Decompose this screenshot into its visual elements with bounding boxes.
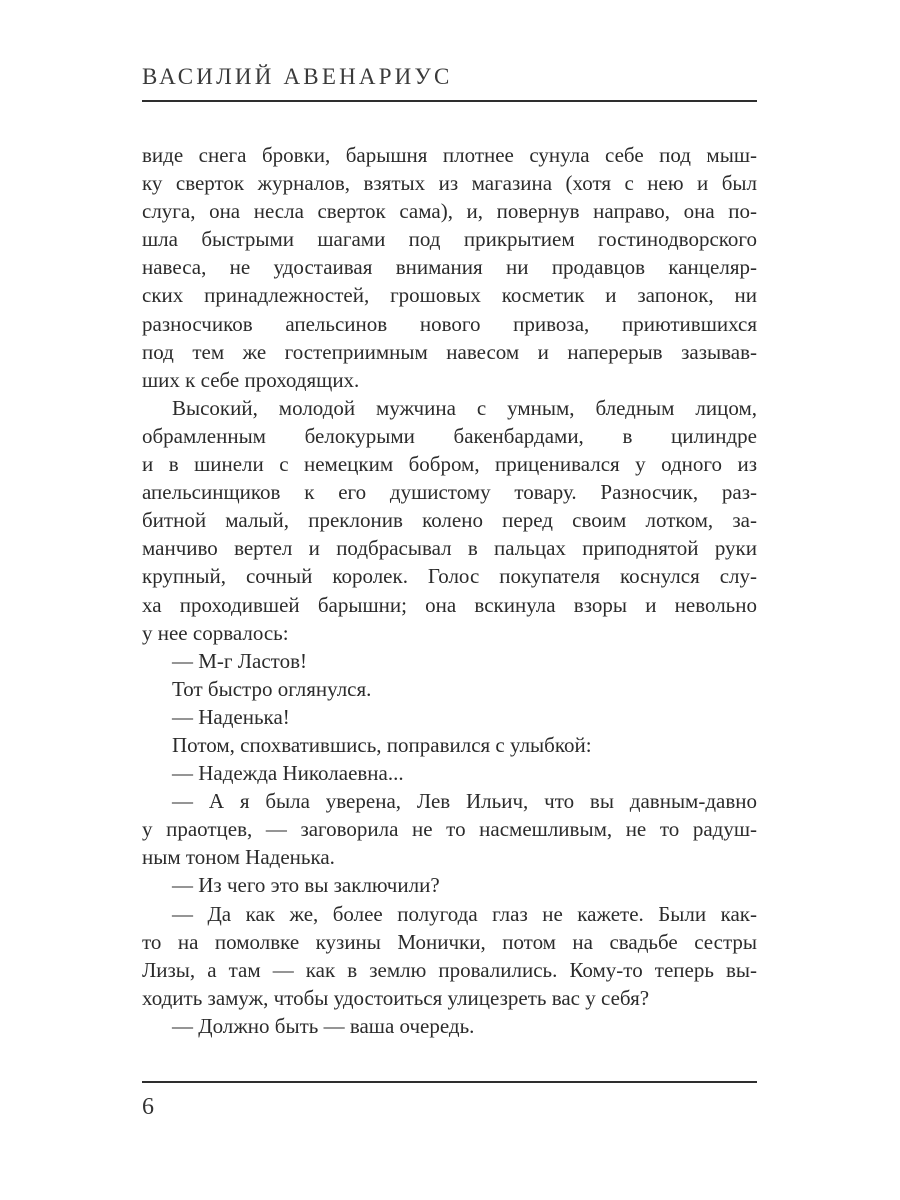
paragraph: [142, 759, 757, 787]
paragraph: [142, 675, 757, 703]
text-line: навеса, не удостаивая внимания ни продавцов канцеляр-: [142, 255, 757, 280]
paragraph: [142, 647, 757, 675]
footer-rule: [142, 1081, 757, 1083]
text-line: у нее сорвалось:: [142, 620, 289, 645]
paragraph: [142, 900, 757, 1012]
text-line: Высокий, молодой мужчина с умным, бледным лицом,: [172, 395, 757, 420]
running-head-author: ВАСИЛИЙ АВЕНАРИУС: [142, 64, 453, 89]
text-line: — Из чего это вы заключили?: [172, 873, 440, 898]
text-line: апельсинщиков к его душистому товару. Разносчик, раз-: [142, 480, 757, 505]
page-number: 6: [142, 1094, 154, 1120]
text-line: ным тоном Наденька.: [142, 845, 335, 870]
text-line: ходить замуж, чтобы удостоиться улицезреть вас у себя?: [142, 985, 650, 1010]
text-line: ских принадлежностей, грошовых косметик и запонок, ни: [142, 283, 757, 308]
text-line: — Наденька!: [172, 704, 290, 729]
paragraph: [142, 731, 757, 759]
text-line: — Должно быть — ваша очередь.: [172, 1013, 475, 1038]
text-line: то на помолвке кузины Монички, потом на свадьбе сестры: [142, 929, 757, 954]
paragraph: [142, 1012, 757, 1040]
text-line: у праотцев, — заговорила не то насмешливым, не то радуш-: [142, 817, 757, 842]
text-line: слуга, она несла сверток сама), и, повернув направо, она по-: [142, 199, 757, 224]
text-line: манчиво вертел и подбрасывал в пальцах приподнятой руки: [142, 536, 757, 561]
paragraph: [142, 787, 757, 871]
paragraph: [142, 871, 757, 899]
text-line: разносчиков апельсинов нового привоза, приютившихся: [142, 311, 757, 336]
paragraph: [142, 141, 757, 394]
text-line: ха проходившей барышни; она вскинула взоры и невольно: [142, 592, 757, 617]
text-line: ку сверток журналов, взятых из магазина (хотя с нею и был: [142, 171, 757, 196]
header-rule: [142, 100, 757, 102]
text-line: виде снега бровки, барышня плотнее сунула себе под мыш-: [142, 143, 757, 167]
text-line: — А я была уверена, Лев Ильич, что вы давным-давно: [172, 789, 757, 814]
text-line: обрамленным белокурыми бакенбардами, в цилиндре: [142, 423, 757, 448]
body-text: [142, 141, 757, 1040]
paragraph: [142, 703, 757, 731]
text-line: шла быстрыми шагами под прикрытием гостинодворского: [142, 227, 757, 252]
text-line: и в шинели с немецким бобром, приценивался у одного из: [142, 452, 757, 477]
text-line: — Да как же, более полугода глаз не кажете. Были как-: [172, 901, 757, 926]
text-line: Потом, спохватившись, поправился с улыбкой:: [172, 732, 592, 757]
text-line: Тот быстро оглянулся.: [172, 676, 372, 701]
text-line: битной малый, преклонив колено перед своим лотком, за-: [142, 508, 757, 533]
text-line: — М-г Ластов!: [172, 648, 307, 673]
text-line: Лизы, а там — как в землю провалились. Кому-то теперь вы-: [142, 957, 757, 982]
text-line: ших к себе проходящих.: [142, 367, 360, 392]
text-line: крупный, сочный королек. Голос покупателя коснулся слу-: [142, 564, 757, 589]
paragraph: [142, 394, 757, 647]
text-line: — Надежда Николаевна...: [172, 761, 404, 786]
text-line: под тем же гостеприимным навесом и наперерыв зазывав-: [142, 339, 757, 364]
